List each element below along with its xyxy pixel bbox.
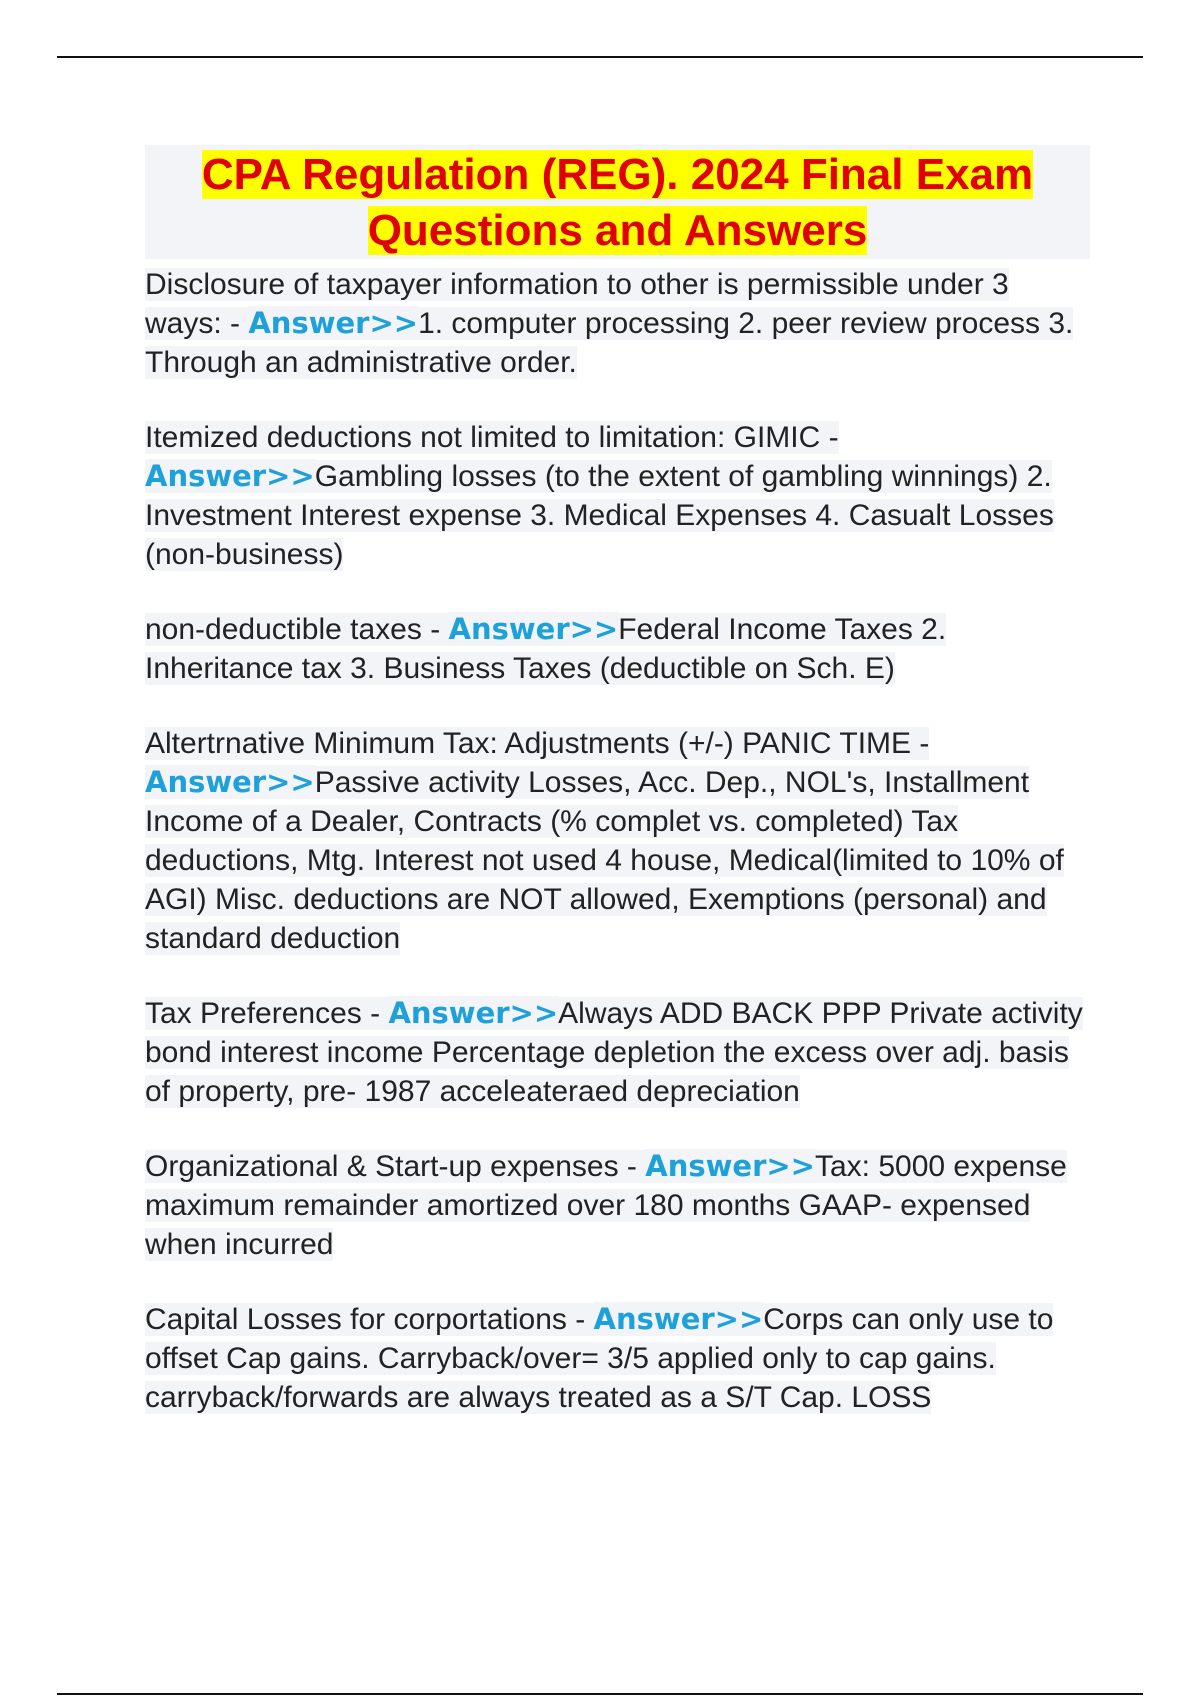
answer-label: Answer>>: [593, 1302, 764, 1336]
qa-item: [145, 418, 1090, 574]
answer-label: Answer>>: [145, 765, 315, 799]
answer-label: Answer>>: [248, 306, 419, 340]
qa-item: [145, 724, 1090, 958]
question-text: non-deductible taxes -: [145, 613, 449, 646]
qa-item: [145, 610, 1090, 688]
document-body: [145, 145, 1090, 1417]
answer-text: Gambling losses (to the extent of gambling winnings) 2. Investment Interest expense 3. Medical Expenses 4. Casualt Losses (non-business): [145, 460, 1054, 571]
title-block: [145, 145, 1090, 259]
answer-text: 1. computer processing 2. peer review process 3. Through an administrative order.: [145, 307, 1074, 379]
qa-item: [145, 1300, 1090, 1417]
bottom-rule: [57, 1693, 1143, 1695]
question-text: Altertrnative Minimum Tax: Adjustments (+/-) PANIC TIME -: [145, 727, 930, 760]
top-rule: [57, 56, 1143, 58]
answer-label: Answer>>: [448, 612, 619, 646]
qa-item: [145, 1147, 1090, 1264]
answer-text: Passive activity Losses, Acc. Dep., NOL's, Installment Income of a Dealer, Contracts (% complet vs. completed) Tax deductions, Mtg. Interest not used 4 house, Medical(limited to 10% of AGI) Misc. deductions are NOT allowed, Exemptions (personal) and standard deduction: [145, 766, 1064, 955]
question-text: Itemized deductions not limited to limitation: GIMIC -: [145, 421, 839, 454]
answer-label: Answer>>: [388, 996, 559, 1030]
answer-text: Always ADD BACK PPP Private activity bond interest income Percentage depletion the excess over adj. basis of property, pre- 1987 acceleateraed depreciation: [145, 997, 1083, 1108]
answer-text: Tax: 5000 expense maximum remainder amortized over 180 months GAAP- expensed when incurred: [145, 1150, 1067, 1261]
answer-text: Corps can only use to offset Cap gains. Carryback/over= 3/5 applied only to cap gains. carryback/forwards are always treated as a S/T Cap. LOSS: [145, 1303, 1054, 1414]
answer-label: Answer>>: [145, 459, 315, 493]
question-text: Capital Losses for corportations -: [145, 1303, 594, 1336]
answer-text: Federal Income Taxes 2. Inheritance tax 3. Business Taxes (deductible on Sch. E): [145, 613, 947, 685]
qa-item: [145, 265, 1090, 382]
answer-label: Answer>>: [645, 1149, 815, 1183]
question-text: Tax Preferences -: [145, 997, 389, 1030]
document-title: CPA Regulation (REG). 2024 Final Exam Questions and Answers: [201, 150, 1034, 255]
question-text: Disclosure of taxpayer information to other is permissible under 3 ways: -: [145, 268, 1009, 340]
qa-item: [145, 994, 1090, 1111]
question-text: Organizational & Start-up expenses -: [145, 1150, 646, 1183]
